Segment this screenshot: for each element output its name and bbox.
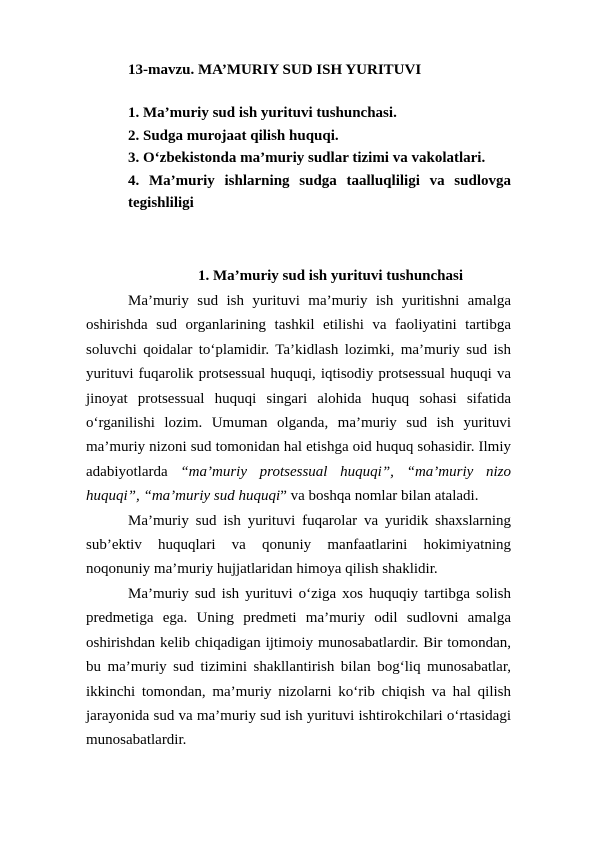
topic-item-1: 1. Ma’muriy sud ish yurituvi tushunchasi. bbox=[128, 105, 397, 121]
paragraph-3: Ma’muriy sud ish yurituvi o‘ziga xos huquqiy tartibga solish predmetiga ega. Uning predmeti ma’muriy odil sudlovni amalga oshirishdan kelib chiqadigan ijtimoiy munosabatlardir. Bir tomondan, bu ma’muriy sud tizimini shakllantirish bilan bog‘liq munosabatlar, ikkinchi tomondan, ma’muriy nizolarni ko‘rib chiqish va hal qilish jarayonida sud va ma’muriy sud ish yurituvi ishtirokchilari o‘rtasidagi munosabatlardir. bbox=[86, 585, 511, 749]
topic-list bbox=[128, 102, 511, 215]
paragraph-1-text: Ma’muriy sud ish yurituvi ma’muriy ish yuritishni amalga oshirishda sud organlarining tashkil etilishi va faoliyatini tartibga soluvchi qoidalar to‘plamidir. Ta’kidlash lozimki, ma’muriy sud ish yurituvi fuqarolik protsessual huquqi, iqtisodiy protsessual huquqi va jinoyat protsessual huquqi singari alohida huquq sohasi sifatida o‘rganilishi lozim. Umuman olganda, ma’muriy sud ish yurituvi ma’muriy nizoni sud tomonidan hal etishga oid huquq sohasidir. Ilmiy adabiyotlarda bbox=[86, 293, 511, 480]
topic-item-3: 3. O‘zbekistonda ma’muriy sudlar tizimi va vakolatlari. bbox=[128, 150, 486, 166]
section-title: 1. Ma’muriy sud ish yurituvi tushunchasi bbox=[197, 268, 464, 284]
topic-item-2: 2. Sudga murojaat qilish huquqi. bbox=[128, 127, 339, 144]
body-text bbox=[86, 289, 511, 753]
paragraph-1 bbox=[86, 289, 511, 509]
paragraph-1-ending: ” va boshqa nomlar bilan ataladi. bbox=[280, 488, 479, 505]
page-title: 13-mavzu. MA’MURIY SUD ISH YURITUVI bbox=[128, 62, 422, 78]
paragraph-2: Ma’muriy sud ish yurituvi fuqarolar va yuridik shaxslarning sub’ektiv huquqlari va qonuniy manfaatlarini hokimiyatning noqonuniy ma’muriy hujjatlaridan himoya qilish shaklidir. bbox=[86, 512, 511, 578]
topic-item-4: 4. Ma’muriy ishlarning sudga taalluqliligi va sudlovga tegishliligi bbox=[128, 172, 511, 211]
paragraph-1-italic-terms: “ma’muriy protsessual huquqi”, “ma’muriy nizo huquqi”, “ma’muriy sud huquqi bbox=[86, 463, 511, 505]
